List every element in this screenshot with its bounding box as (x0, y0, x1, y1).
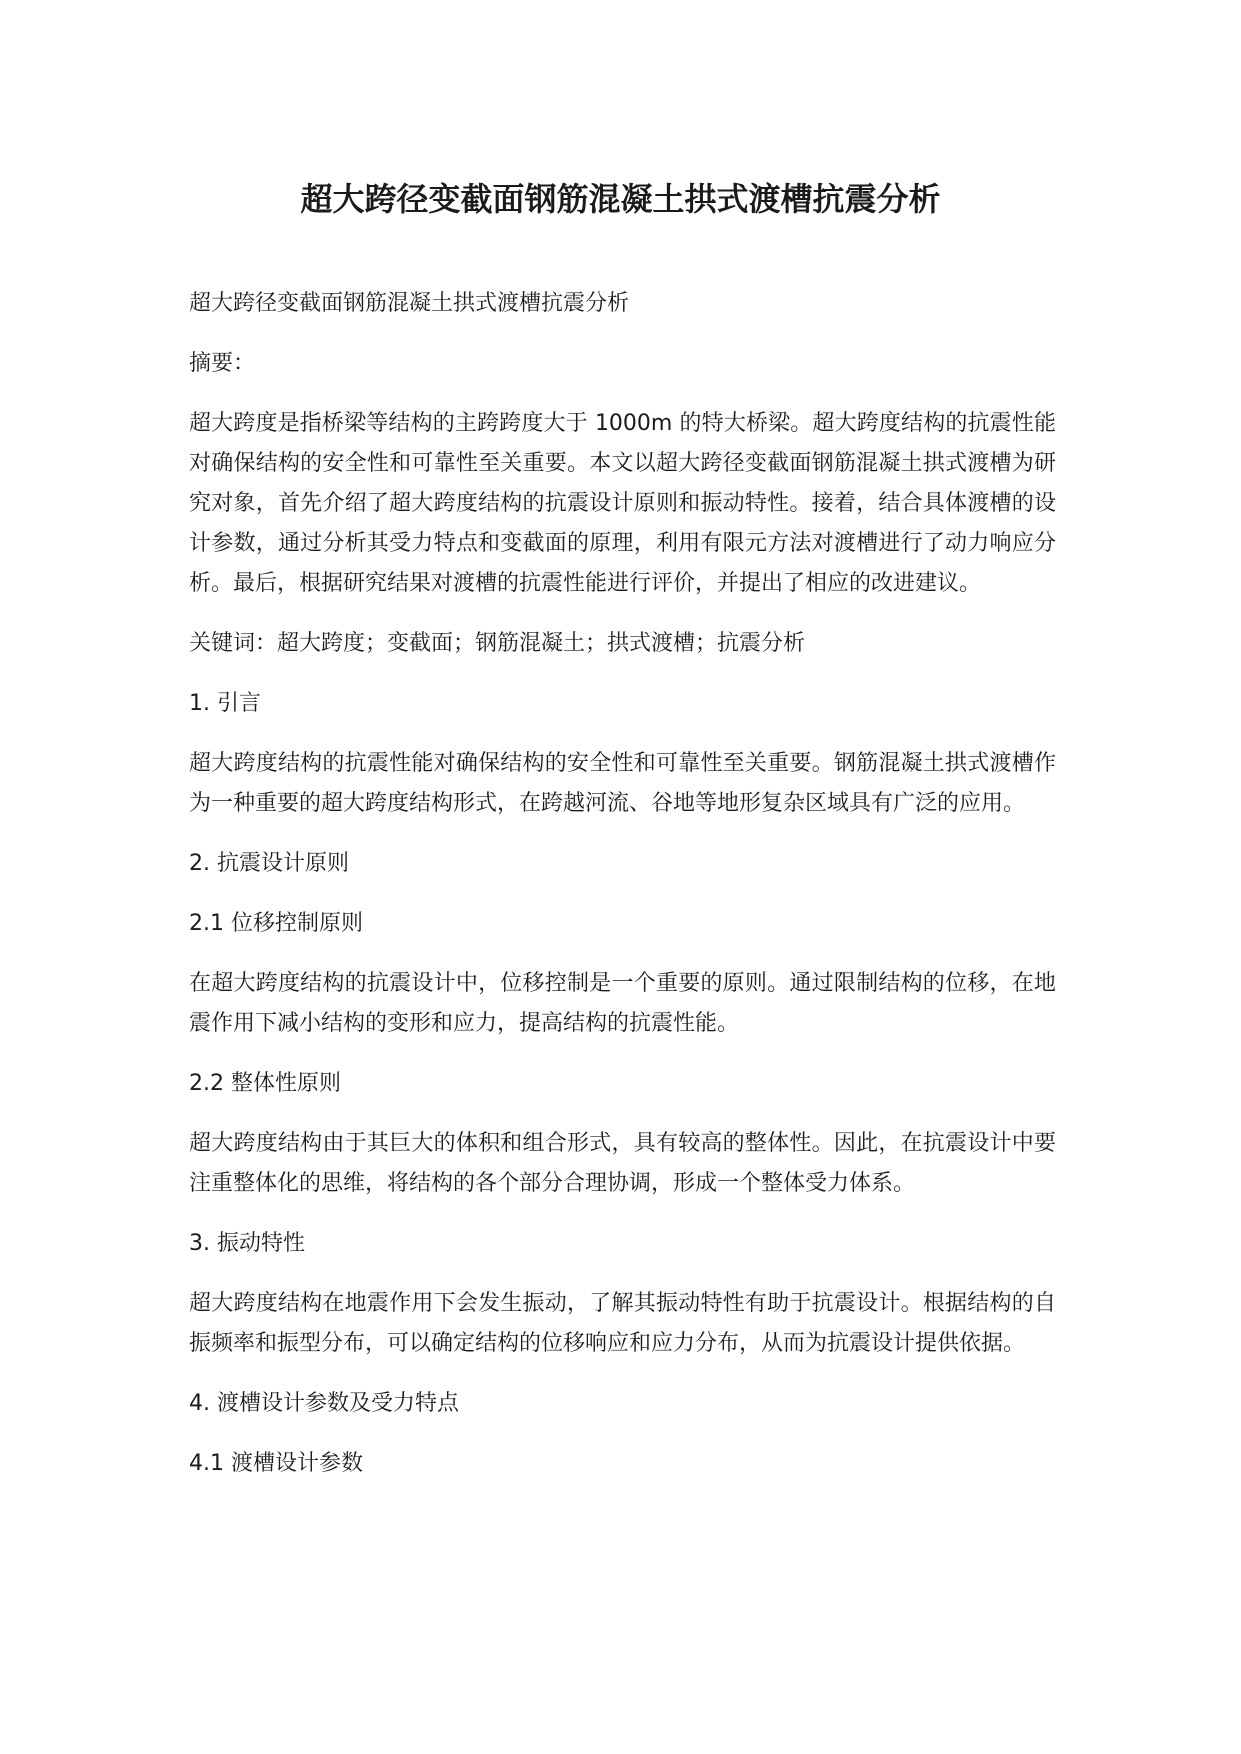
section-1-paragraph: 超大跨度结构的抗震性能对确保结构的安全性和可靠性至关重要。钢筋混凝土拱式渡槽作为一种重要的超大跨度结构形式，在跨越河流、谷地等地形复杂区域具有广泛的应用。 (189, 751, 1056, 816)
section-heading-2-2: 2.2 整体性原则 (189, 1071, 341, 1096)
section-heading-2: 2. 抗震设计原则 (189, 851, 349, 876)
document-title: 超大跨径变截面钢筋混凝土拱式渡槽抗震分析 (300, 180, 941, 218)
section-heading-4: 4. 渡槽设计参数及受力特点 (189, 1391, 459, 1416)
section-2-2-paragraph: 超大跨度结构由于其巨大的体积和组合形式，具有较高的整体性。因此，在抗震设计中要注重整体化的思维，将结构的各个部分合理协调，形成一个整体受力体系。 (189, 1131, 1056, 1196)
abstract-paragraph: 超大跨度是指桥梁等结构的主跨跨度大于 1000m 的特大桥梁。超大跨度结构的抗震性能对确保结构的安全性和可靠性至关重要。本文以超大跨径变截面钢筋混凝土拱式渡槽为研究对象，首先介绍了超大跨度结构的抗震设计原则和振动特性。接着，结合具体渡槽的设计参数，通过分析其受力特点和变截面的原理，利用有限元方法对渡槽进行了动力响应分析。最后，根据研究结果对渡槽的抗震性能进行评价，并提出了相应的改进建议。 (189, 411, 1056, 596)
section-heading-1: 1. 引言 (189, 691, 261, 716)
abstract-label: 摘要： (189, 351, 256, 376)
section-heading-2-1: 2.1 位移控制原则 (189, 911, 363, 936)
document-body (189, 284, 1056, 1504)
section-heading-3: 3. 振动特性 (189, 1231, 305, 1256)
subtitle: 超大跨径变截面钢筋混凝土拱式渡槽抗震分析 (189, 291, 630, 316)
section-2-1-paragraph: 在超大跨度结构的抗震设计中，位移控制是一个重要的原则。通过限制结构的位移，在地震作用下减小结构的变形和应力，提高结构的抗震性能。 (189, 971, 1056, 1036)
keywords: 关键词：超大跨度；变截面；钢筋混凝土；拱式渡槽；抗震分析 (189, 631, 806, 656)
section-heading-4-1: 4.1 渡槽设计参数 (189, 1451, 363, 1476)
section-3-paragraph: 超大跨度结构在地震作用下会发生振动，了解其振动特性有助于抗震设计。根据结构的自振频率和振型分布，可以确定结构的位移响应和应力分布，从而为抗震设计提供依据。 (189, 1291, 1056, 1356)
